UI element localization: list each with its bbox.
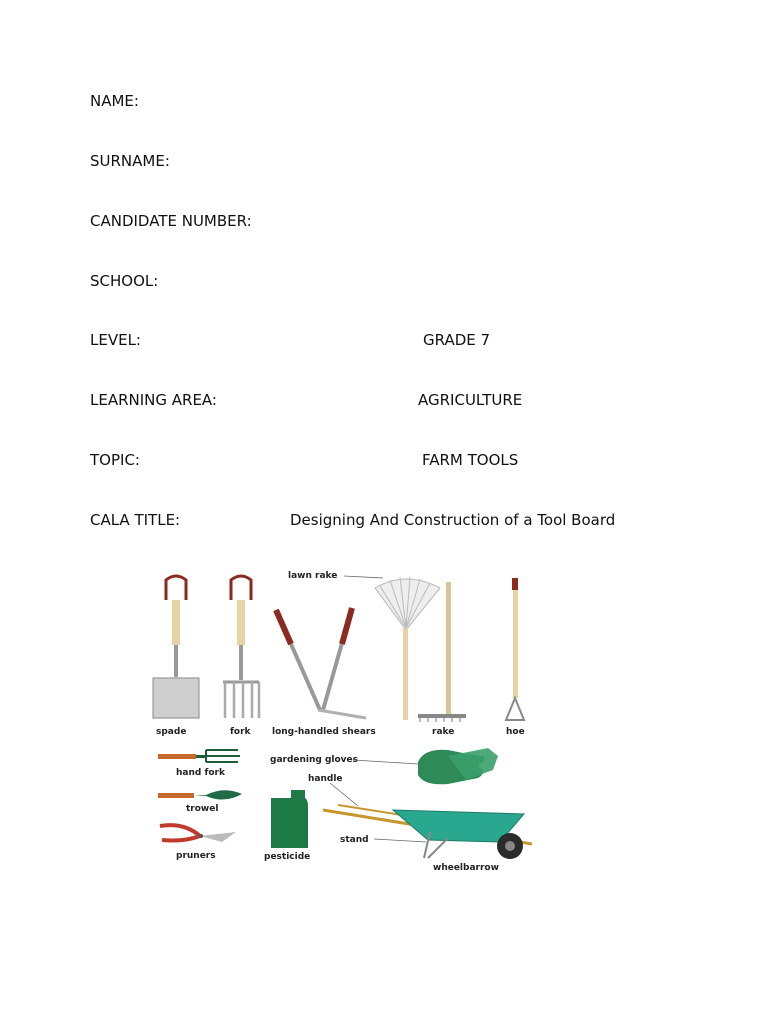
stand-label: stand [340,835,369,845]
hoe-label: hoe [506,727,525,737]
learning-area-value: AGRICULTURE [418,391,523,409]
level-label: LEVEL: [90,331,141,349]
level-value: GRADE 7 [423,331,491,349]
long-handled-shears-icon [276,608,366,718]
pruners-icon [160,825,236,842]
trowel-label: trowel [186,804,219,814]
hand-fork-icon [158,750,240,762]
school-label: SCHOOL: [90,272,159,290]
topic-value: FARM TOOLS [422,451,519,469]
handle-label: handle [308,774,343,784]
gardening-gloves-icon [418,748,498,784]
rake-label: rake [432,727,455,737]
pesticide-icon [271,790,308,848]
name-label: NAME: [90,92,139,110]
gardening-gloves-label: gardening gloves [270,755,359,765]
lawn-rake-icon [375,577,440,720]
hand-fork-label: hand fork [176,768,225,778]
candidate-number-label: CANDIDATE NUMBER: [90,212,252,230]
lawn-rake-label: lawn rake [288,571,338,581]
spade-icon [153,576,199,718]
cala-title-label: CALA TITLE: [90,511,181,529]
topic-label: TOPIC: [90,451,140,469]
surname-label: SURNAME: [90,152,170,170]
shears-label: long-handled shears [272,727,376,737]
wheelbarrow-icon [323,805,532,859]
spade-label: spade [156,727,187,737]
fork-icon [223,576,259,718]
wheelbarrow-label: wheelbarrow [433,863,499,873]
hoe-icon [506,578,524,720]
fork-label: fork [230,727,251,737]
farm-tools-illustration [148,570,534,875]
trowel-icon [158,790,242,799]
learning-area-label: LEARNING AREA: [90,391,217,409]
pruners-label: pruners [176,851,216,861]
pesticide-label: pesticide [264,852,311,862]
cala-title-value: Designing And Construction of a Tool Board [290,511,616,529]
